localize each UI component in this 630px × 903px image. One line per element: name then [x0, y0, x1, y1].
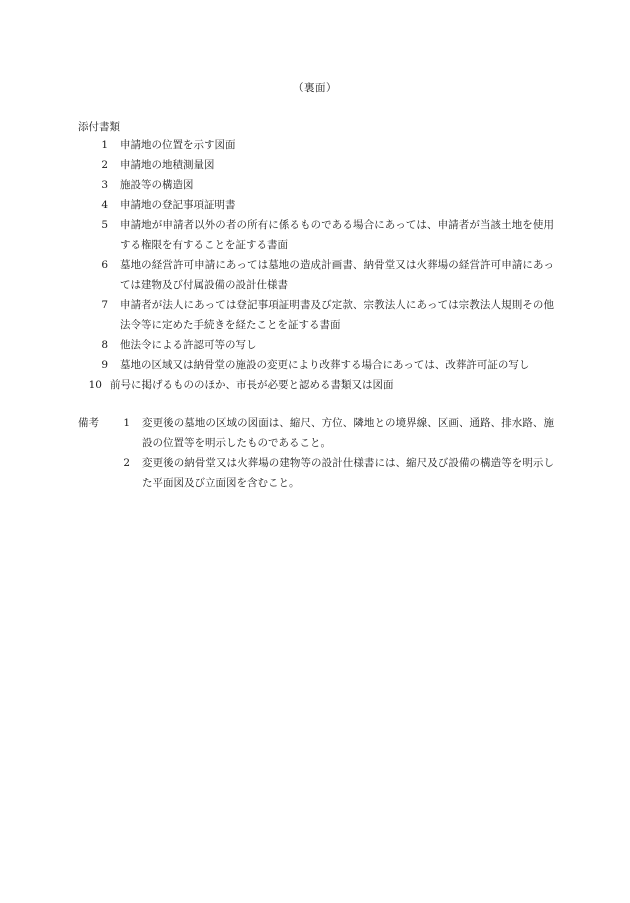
- attachment-number: 9: [101, 359, 108, 371]
- attachment-item: [78, 195, 554, 215]
- remark-text: 変更後の納骨堂又は火葬場の建物等の設計仕様書には、縮尺及び設備の構造等を明示した平面図及び立面図を含むこと。: [142, 457, 554, 489]
- attachment-item: [78, 215, 554, 255]
- remark-number: 2: [123, 457, 130, 469]
- attachments-list: [78, 135, 554, 395]
- attachment-number: 4: [101, 199, 108, 211]
- attachments-heading: 添付書類: [78, 121, 120, 133]
- attachment-text: 前号に掲げるもののほか、市長が必要と認める書類又は図面: [110, 379, 394, 391]
- remark-item: [114, 453, 554, 493]
- attachment-text: 申請地の登記事項証明書: [120, 199, 236, 211]
- remarks-label: 備考: [78, 417, 99, 429]
- attachment-number: 5: [101, 219, 108, 231]
- attachment-item: [78, 135, 554, 155]
- attachment-item: [78, 335, 554, 355]
- remarks-list: [114, 413, 554, 493]
- attachment-text: 申請地の地積測量図: [120, 159, 215, 171]
- attachment-item: [78, 255, 554, 295]
- attachment-item: [78, 175, 554, 195]
- attachment-text: 他法令による許認可等の写し: [120, 339, 257, 351]
- attachment-number: 2: [101, 159, 108, 171]
- attachment-text: 施設等の構造図: [120, 179, 194, 191]
- attachment-number: 6: [101, 259, 108, 271]
- attachment-text: 申請地が申請者以外の者の所有に係るものである場合にあっては、申請者が当該土地を使用する権限を有することを証する書面: [120, 219, 554, 251]
- attachment-text: 申請地の位置を示す図面: [120, 139, 236, 151]
- page-side-label: （裏面）: [293, 82, 337, 94]
- attachment-text: 墓地の区域又は納骨堂の施設の変更により改葬する場合にあっては、改葬許可証の写し: [120, 359, 530, 371]
- attachment-number: 1: [101, 139, 108, 151]
- attachment-number: 3: [101, 179, 108, 191]
- attachment-item: [78, 375, 554, 395]
- attachment-number: 8: [101, 339, 108, 351]
- attachment-number: 7: [101, 299, 108, 311]
- remark-number: 1: [123, 417, 130, 429]
- remarks-section: [78, 413, 554, 493]
- attachment-item: [78, 155, 554, 175]
- remark-item: [114, 413, 554, 453]
- attachment-text: 墓地の経営許可申請にあっては墓地の造成計画書、納骨堂又は火葬場の経営許可申請にあっては建物及び付属設備の設計仕様書: [120, 259, 554, 291]
- attachment-text: 申請者が法人にあっては登記事項証明書及び定款、宗教法人にあっては宗教法人規則その他法令等に定めた手続きを経たことを証する書面: [120, 299, 554, 331]
- attachment-item: [78, 355, 554, 375]
- attachment-number: 10: [88, 379, 102, 391]
- attachment-item: [78, 295, 554, 335]
- remark-text: 変更後の墓地の区域の図面は、縮尺、方位、隣地との境界線、区画、通路、排水路、施設の位置等を明示したものであること。: [142, 417, 554, 449]
